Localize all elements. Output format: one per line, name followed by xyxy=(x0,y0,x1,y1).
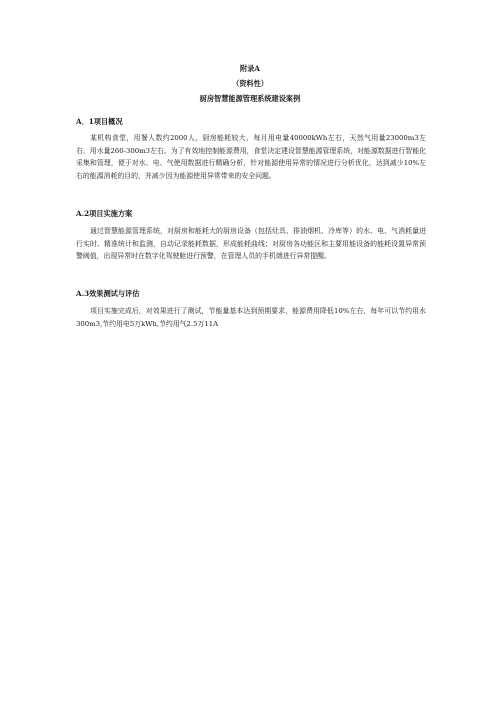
section-heading-evaluation: A.3效果测试与评估 xyxy=(76,289,140,298)
appendix-type: （资料性） xyxy=(232,79,268,88)
section-body-overview: 某机构食堂，用餐人数约2000人，厨房能耗较大，每月用电量40000kWh左右，天然气用量23000m3左右，用水量260-300m3左右。为了有效地控制能源费用，食堂决定建设智慧能源管理系统，对能源数据进行智能化采集和管理，便于对水、电、气使用数据进行精确分析，针对能源使用异常的情况进行分析优化，达到减少10%左右的能源消耗的目的，并减少因为能源使用异常带来的安全问题。 xyxy=(76,134,426,180)
section-body-evaluation: 项目实施完成后，对效果进行了测试，节能量基本达到预期要求，能源费用降低10%左右，每年可以节约用水300m3,节约用电5万kWh,节约用气2.5万11A xyxy=(76,307,426,328)
title-block xyxy=(0,61,500,106)
section-heading-plan: A.2项目实施方案 xyxy=(76,209,133,218)
section-body-plan: 通过智慧能源管理系统，对厨房和能耗大的厨房设备（包括灶具、排油烟机、冷库等）的水、电、气消耗量进行实时、精准统计和监测，自动记录能耗数据，形成能耗曲线；对厨房各功能区和主要用能设备的能耗设置异常预警阈值，出现异常时在数字化驾驶舱进行预警，在管理人员的手机端进行异常提醒。 xyxy=(76,227,426,261)
section-heading-overview: A．1项目概况 xyxy=(76,117,123,126)
document-title: 厨房智慧能源管理系统建设案例 xyxy=(199,94,301,103)
appendix-label: 附录A xyxy=(240,64,260,73)
